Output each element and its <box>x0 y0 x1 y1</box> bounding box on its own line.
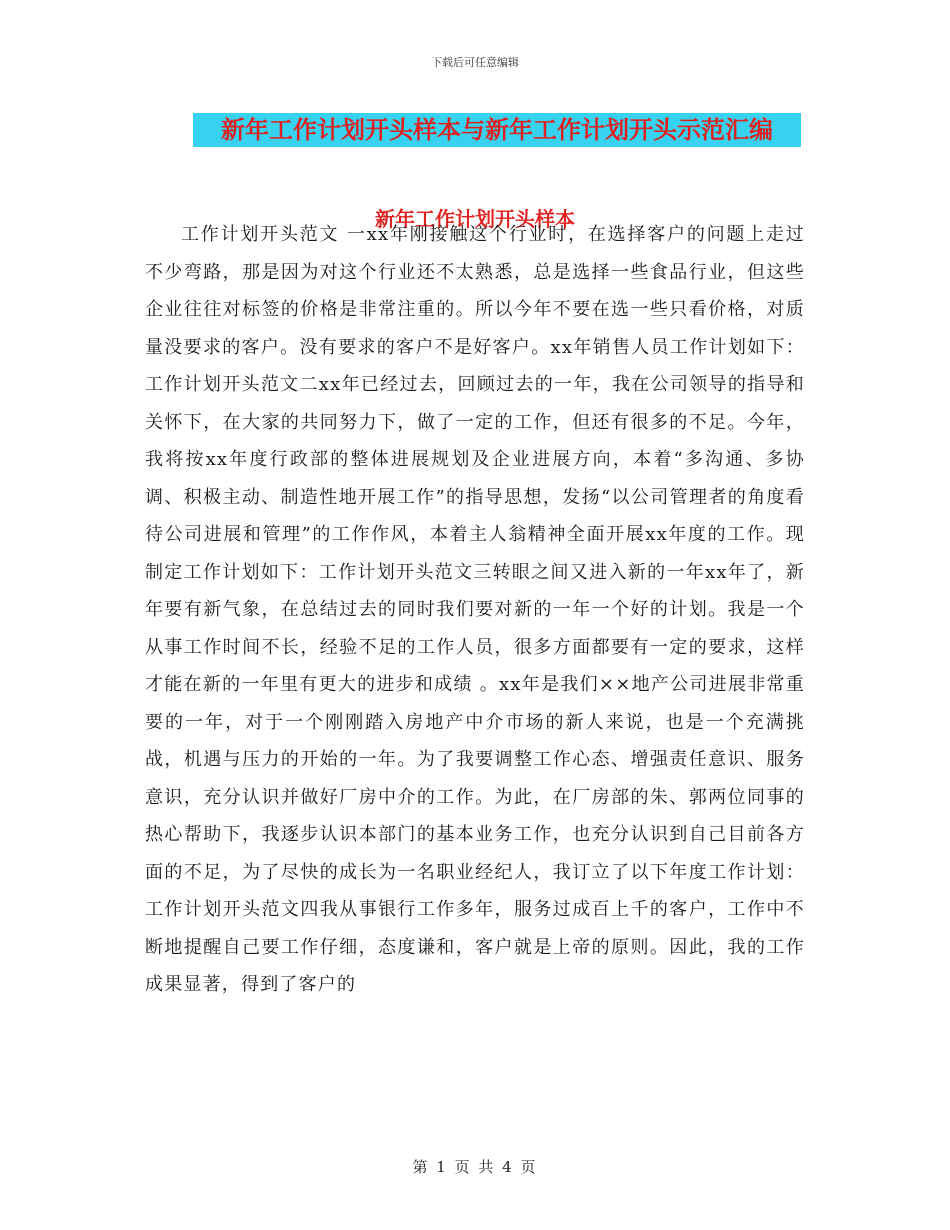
page-number-footer: 第 1 页 共 4 页 <box>412 1158 538 1176</box>
page-header-note: 下载后可任意编辑 <box>431 56 519 69</box>
body-paragraph: 工作计划开头范文 一xx年刚接触这个行业时，在选择客户的问题上走过不少弯路，那是因为对这个行业还不太熟悉，总是选择一些食品行业，但这些企业往往对标签的价格是非常注重的。所以今年不要在选一些只看价格，对质量没要求的客户。没有要求的客户不是好客户。xx年销售人员工作计划如下：工作计划开头范文二xx年已经过去，回顾过去的一年，我在公司领导的指导和关怀下，在大家的共同努力下，做了一定的工作，但还有很多的不足。今年，我将按xx年度行政部的整体进展规划及企业进展方向，本着“多沟通、多协调、积极主动、制造性地开展工作”的指导思想，发扬“以公司管理者的角度看待公司进展和管理”的工作作风，本着主人翁精神全面开展xx年度的工作。现制定工作计划如下：工作计划开头范文三转眼之间又进入新的一年xx年了，新年要有新气象，在总结过去的同时我们要对新的一年一个好的计划。我是一个从事工作时间不长，经验不足的工作人员，很多方面都要有一定的要求，这样才能在新的一年里有更大的进步和成绩 。xx年是我们××地产公司进展非常重要的一年，对于一个刚刚踏入房地产中介市场的新人来说，也是一个充满挑战，机遇与压力的开始的一年。为了我要调整工作心态、增强责任意识、服务意识，充分认识并做好厂房中介的工作。为此，在厂房部的朱、郭两位同事的热心帮助下，我逐步认识本部门的基本业务工作，也充分认识到自己目前各方面的不足，为了尽快的成长为一名职业经纪人，我订立了以下年度工作计划：工作计划开头范文四我从事银行工作多年，服务过成百上千的客户，工作中不断地提醒自己要工作仔细，态度谦和，客户就是上帝的原则。因此，我的工作成果显著，得到了客户的 <box>145 224 805 995</box>
section-title: 新年工作计划开头样本 <box>375 207 575 231</box>
document-title: 新年工作计划开头样本与新年工作计划开头示范汇编 <box>193 113 801 147</box>
